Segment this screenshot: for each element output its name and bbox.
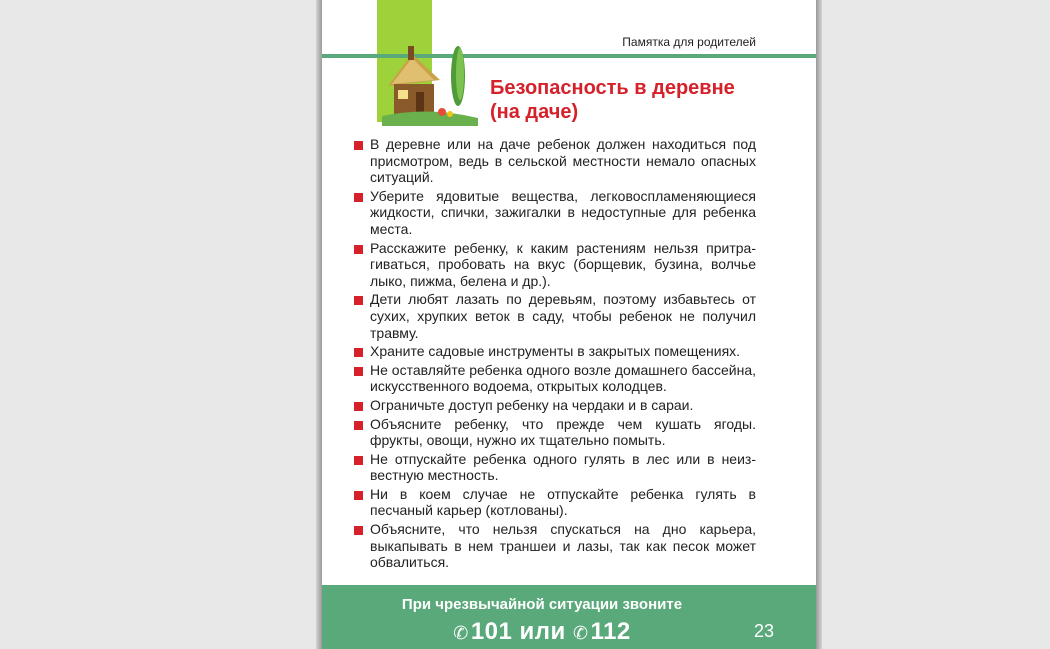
list-item [354, 451, 756, 484]
tip-text: Не отпускайте ребенка одного гулять в лес или в неизвестную местность. [370, 450, 756, 484]
list-item [354, 136, 756, 186]
square-bullet-icon [354, 367, 363, 376]
square-bullet-icon [354, 296, 363, 305]
phone-separator: или [512, 618, 573, 645]
list-item [354, 521, 756, 571]
tip-text: Расскажите ребенку, к каким растениям нельзя притрагиваться, пробовать на вкус (борщевик, бузина, волчье лыко, пижма, белена и др.). [370, 239, 756, 289]
square-bullet-icon [354, 421, 363, 430]
header-label: Памятка для родителей [622, 35, 756, 49]
title-line-2: (на даче) [490, 101, 579, 123]
document-page [322, 0, 816, 649]
square-bullet-icon [354, 491, 363, 500]
tip-text: Не оставляйте ребенка одного возле домашнего бассейна, искусственного водоема, открытых колодцев. [370, 361, 756, 395]
emergency-phones [322, 618, 762, 646]
phone-number-101: 101 [470, 618, 513, 645]
title-line-1: Безопасность в деревне [490, 77, 735, 99]
tip-text: Дети любят лазать по деревьям, поэтому избавьтесь от сухих, хрупких веток в саду, чтобы ребенок не получил травму. [370, 291, 756, 341]
phone-icon: ✆ [453, 623, 469, 643]
tip-text: Уберите ядовитые вещества, легковоспламеняющиеся жидкости, спички, зажигалки в недоступные для ребенка места. [370, 187, 756, 237]
tip-text: Храните садовые инструменты в закрытых помещениях. [370, 343, 741, 360]
list-item [354, 188, 756, 238]
tip-text: В деревне или на даче ребенок должен находиться под присмотром, ведь в сельской местности немало опасных ситуаций. [370, 136, 756, 186]
tips-list [354, 136, 756, 573]
square-bullet-icon [354, 402, 363, 411]
house-icon [382, 40, 478, 126]
tip-text: Ни в коем случае не отпускайте ребенка гулять в песчаный карьер (котлованы). [370, 485, 756, 519]
right-gutter-shadow [816, 0, 822, 649]
tip-text: Ограничьте доступ ребенку на чердаки и в сараи. [370, 396, 694, 413]
emergency-footer [322, 585, 816, 649]
square-bullet-icon [354, 141, 363, 150]
square-bullet-icon [354, 193, 363, 202]
square-bullet-icon [354, 456, 363, 465]
tip-text: Объясните ребенку, что прежде чем кушать ягоды. фрукты, овощи, нужно их тщательно помыть. [370, 415, 756, 449]
list-item [354, 343, 756, 360]
page-title [490, 76, 790, 124]
list-item [354, 291, 756, 341]
tip-text: Объясните, что нельзя спускаться на дно карьера, выкапывать в нем траншеи и лазы, так как песок может обвалиться. [370, 521, 756, 571]
square-bullet-icon [354, 348, 363, 357]
list-item [354, 416, 756, 449]
phone-number-112: 112 [590, 618, 631, 645]
square-bullet-icon [354, 245, 363, 254]
emergency-label: При чрезвычайной ситуации звоните [401, 596, 683, 613]
list-item [354, 362, 756, 395]
list-item [354, 397, 756, 414]
square-bullet-icon [354, 526, 363, 535]
list-item [354, 486, 756, 519]
page-number: 23 [753, 621, 774, 641]
phone-icon: ✆ [572, 623, 589, 643]
list-item [354, 240, 756, 290]
